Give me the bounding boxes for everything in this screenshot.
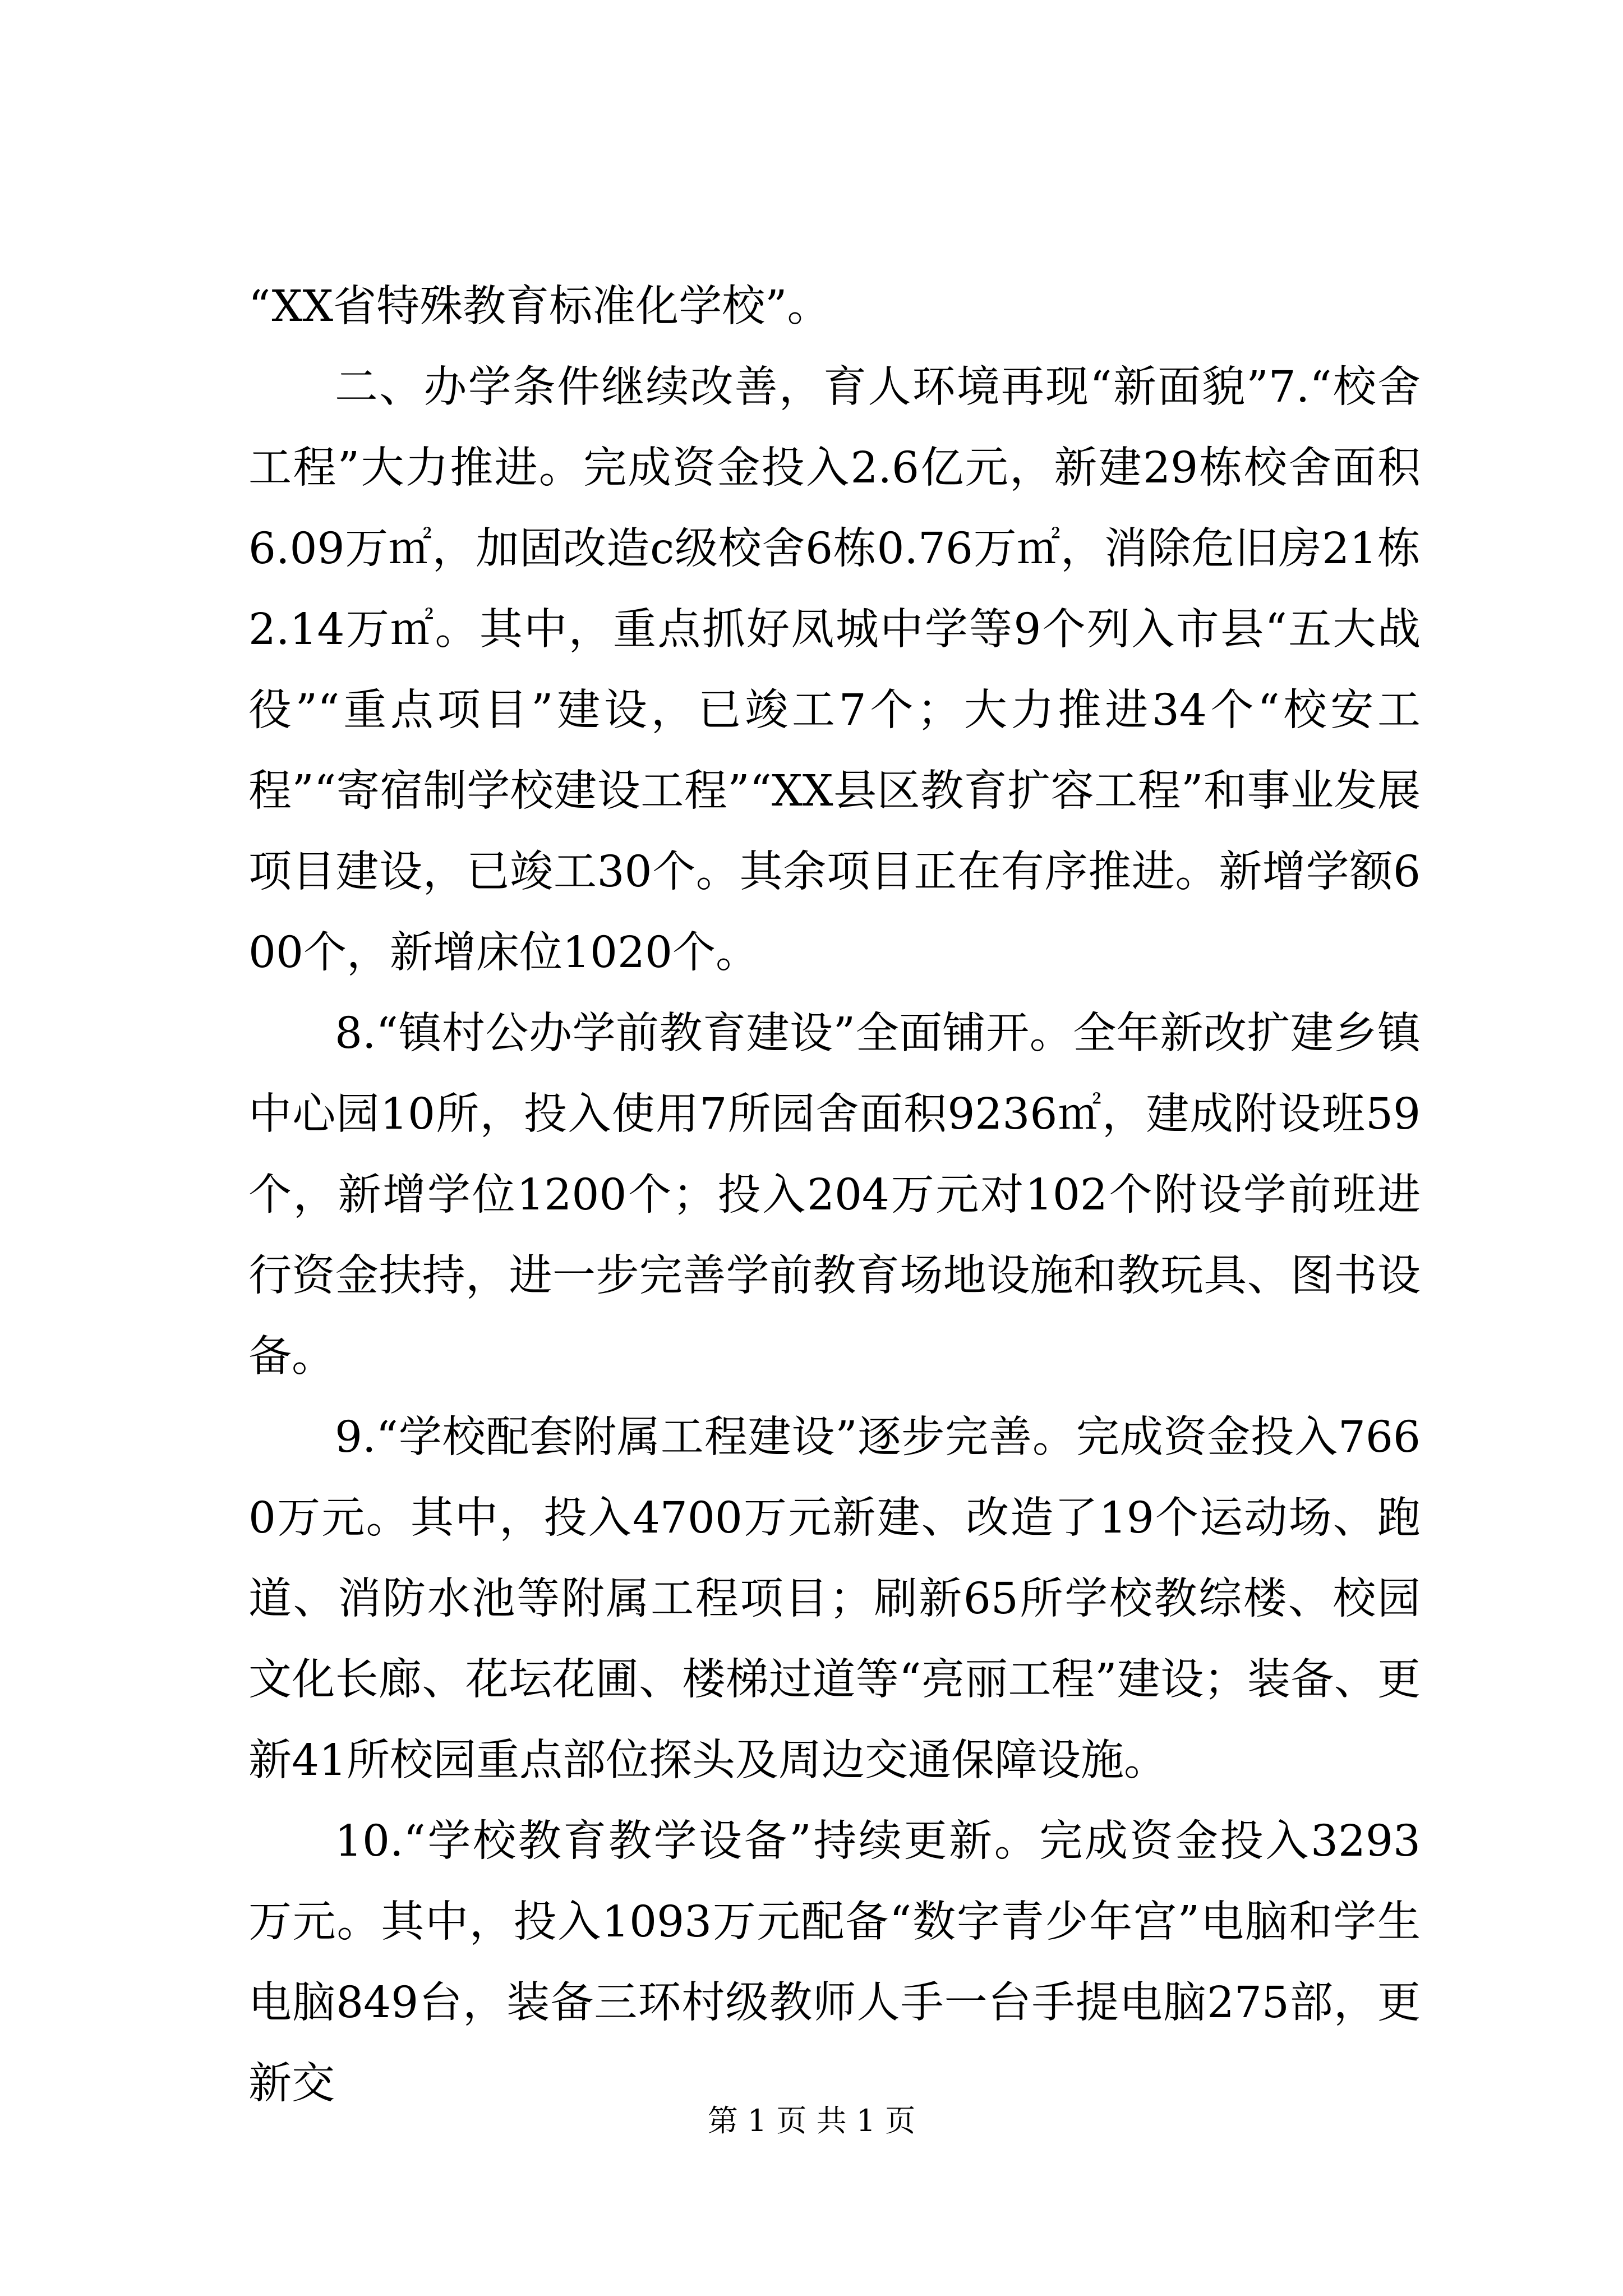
paragraph-2: 二、办学条件继续改善，育人环境再现“新面貌”7.“校舍工程”大力推进。完成资金投入2.6亿元，新建29栋校舍面积6.09万㎡，加固改造c级校舍6栋0.76万㎡，消除危旧房21栋2.14万㎡。其中，重点抓好凤城中学等9个列入市县“五大战役”“重点项目”建设，已竣工7个；大力推进34个“校安工程”“寄宿制学校建设工程”“XX县区教育扩容工程”和事业发展项目建设，已竣工30个。其余项目正在有序推进。新增学额600个，新增床位1020个。 xyxy=(248,362,1421,978)
paragraph-3: 8.“镇村公办学前教育建设”全面铺开。全年新改扩建乡镇中心园10所，投入使用7所园舍面积9236㎡，建成附设班59个，新增学位1200个；投入204万元对102个附设学前班进行资金扶持，进一步完善学前教育场地设施和教玩具、图书设备。 xyxy=(248,1009,1421,1382)
page-footer xyxy=(0,2101,1623,2141)
document-body xyxy=(248,266,1421,2124)
paragraph-5: 10.“学校教育教学设备”持续更新。完成资金投入3293万元。其中，投入1093万元配备“数字青少年宫”电脑和学生电脑849台，装备三环村级教师人手一台手提电脑275部，更新交 xyxy=(248,1816,1421,2109)
paragraph-4: 9.“学校配套附属工程建设”逐步完善。完成资金投入7660万元。其中，投入4700万元新建、改造了19个运动场、跑道、消防水池等附属工程项目；刷新65所学校教综楼、校园文化长廊、花坛花圃、楼梯过道等“亮丽工程”建设；装备、更新41所校园重点部位探头及周边交通保障设施。 xyxy=(248,1412,1421,1786)
page-number-label: 第 1 页 共 1 页 xyxy=(707,2103,916,2138)
paragraph-1: “XX省特殊教育标准化学校”。 xyxy=(248,282,831,332)
